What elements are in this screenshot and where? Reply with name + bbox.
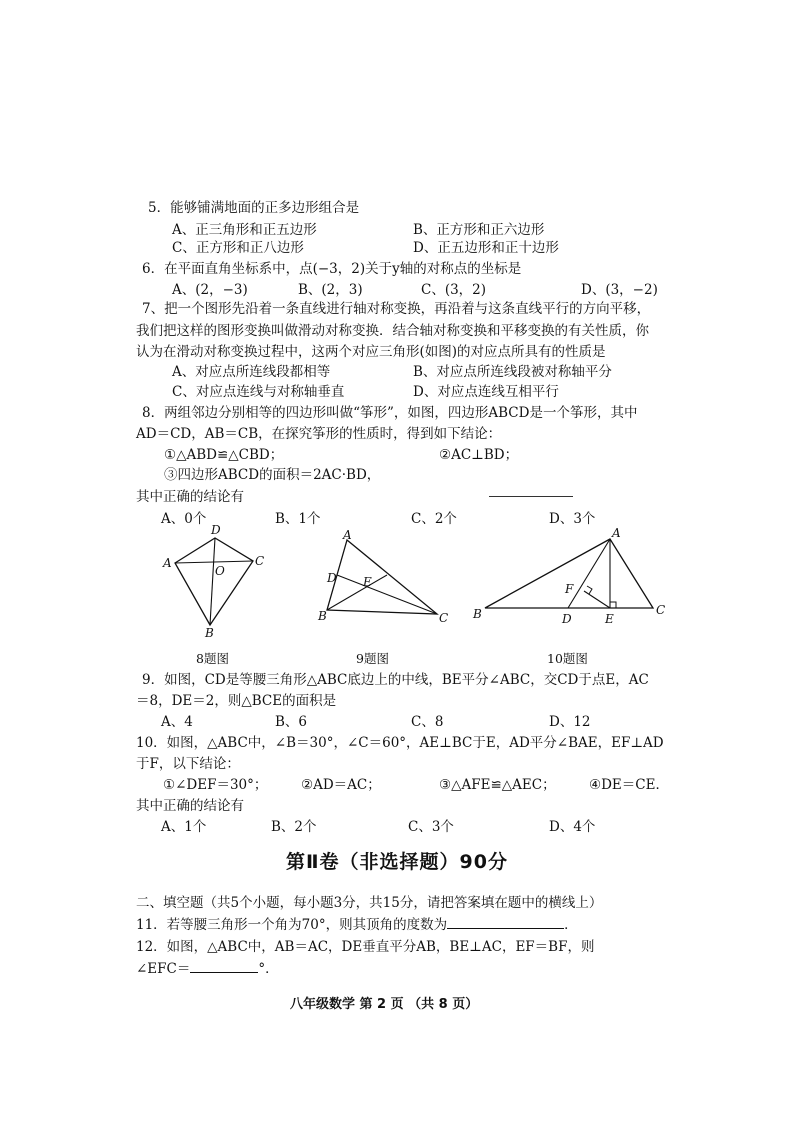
- q8-line1: 8．两组邻边分别相等的四边形叫做“筝形”，如图，四边形ABCD是一个筝形，其中: [142, 405, 638, 421]
- fig10-label-e: E: [605, 612, 614, 626]
- fig9-label-d: D: [327, 571, 337, 585]
- q5-option-a: A、正三角形和正五边形: [172, 222, 317, 238]
- q12-angle-label: ∠EFC＝: [136, 961, 191, 977]
- q8-conclusion-3: ③四边形ABCD的面积＝2AC·BD，: [164, 467, 381, 483]
- q7-option-c: C、对应点连线与对称轴垂直: [172, 384, 345, 400]
- section-2-title: 第Ⅱ卷（非选择题）90分: [286, 851, 508, 873]
- q9-option-b: B、6: [275, 714, 308, 730]
- q6-option-a: A、(2，−3): [172, 282, 248, 298]
- q5-option-b: B、正方形和正六边形: [413, 222, 545, 238]
- fig8-label-o: O: [215, 564, 225, 578]
- fig8-label-a: A: [163, 556, 172, 570]
- stray-line: [489, 496, 573, 497]
- q11-text: 11．若等腰三角形一个角为70°，则其顶角的度数为: [136, 917, 448, 933]
- fig10-label-b: B: [473, 607, 482, 621]
- q8-option-a: A、0个: [161, 511, 207, 527]
- q11: [136, 913, 578, 933]
- q10-line2: 于F，以下结论：: [136, 756, 240, 772]
- q10-line1: 10．如图，△ABC中，∠B＝30°，∠C＝60°，AE⊥BC于E，AD平分∠BAE，EF⊥AD: [136, 735, 664, 751]
- q10-conclusion-3: ③△AFE≌△AEC；: [439, 777, 556, 793]
- fig9-label-c: C: [439, 611, 449, 625]
- q7-line3: 认为在滑动对称变换过程中，这两个对应三角形(如图)的对应点所具有的性质是: [136, 344, 606, 360]
- fig10-label-c: C: [656, 603, 666, 617]
- figure-8-caption: 8题图: [196, 651, 229, 666]
- fig8-label-d: D: [211, 525, 221, 537]
- q10-conclusion-4: ④DE＝CE．: [589, 777, 669, 793]
- q5-option-d: D、正五边形和正十边形: [413, 240, 559, 256]
- q11-answer-blank[interactable]: [447, 916, 564, 929]
- figure-8-kite: [155, 525, 275, 647]
- fig8-label-c: C: [255, 554, 265, 568]
- fig10-label-f: F: [565, 582, 574, 596]
- q7-option-a: A、对应点所连线段都相等: [172, 364, 331, 380]
- q9-line2: ＝8，DE＝2，则△BCE的面积是: [136, 693, 337, 709]
- section-2-header: 二、填空题（共5个小题，每小题3分，共15分，请把答案填在题中的横线上）: [136, 895, 603, 911]
- figure-9-triangle: [315, 528, 460, 628]
- q10-option-b: B、2个: [271, 819, 317, 835]
- figure-10-caption: 10题图: [547, 651, 588, 666]
- q6-stem: 6．在平面直角坐标系中，点(−3，2)关于y轴的对称点的坐标是: [142, 261, 522, 277]
- q8-option-b: B、1个: [275, 511, 321, 527]
- q6-option-d: D、(3，−2): [581, 282, 658, 298]
- q12-line1: 12．如图，△ABC中，AB＝AC，DE垂直平分AB，BE⊥AC，EF＝BF，则: [136, 939, 595, 955]
- fig8-label-b: B: [205, 626, 214, 640]
- q8-conclusion-2: ②AC⊥BD；: [439, 447, 519, 463]
- q8-option-c: C、2个: [411, 511, 457, 527]
- page-footer: 八年级数学 第 2 页 （共 8 页）: [290, 997, 479, 1012]
- q8-option-d: D、3个: [549, 511, 596, 527]
- q9-option-a: A、4: [161, 714, 193, 730]
- q8-line2: AD＝CD，AB＝CB，在探究筝形的性质时，得到如下结论：: [136, 426, 502, 442]
- q10-conclusion-2: ②AD＝AC；: [301, 777, 381, 793]
- q5-option-c: C、正方形和正八边形: [172, 240, 304, 256]
- q5-stem: 5．能够铺满地面的正多边形组合是: [148, 200, 360, 216]
- q9-option-c: C、8: [411, 714, 444, 730]
- q9-option-d: D、12: [549, 714, 591, 730]
- fig10-label-a: A: [612, 526, 621, 540]
- fig9-label-e: E: [363, 575, 372, 589]
- q6-option-c: C、(3，2): [421, 282, 487, 298]
- q10-option-c: C、3个: [408, 819, 454, 835]
- q10-option-d: D、4个: [549, 819, 596, 835]
- q11-end: ．: [564, 917, 578, 933]
- q7-option-b: B、对应点所连线段被对称轴平分: [413, 364, 612, 380]
- figure-9-caption: 9题图: [356, 651, 389, 666]
- q12-line2: [136, 957, 279, 977]
- fig9-label-a: A: [343, 528, 352, 542]
- figure-10-triangle: [468, 525, 673, 627]
- q10-option-a: A、1个: [161, 819, 207, 835]
- q12-answer-blank[interactable]: [190, 960, 258, 973]
- q9-line1: 9．如图，CD是等腰三角形△ABC底边上的中线，BE平分∠ABC，交CD于点E，AC: [142, 672, 649, 688]
- fig10-label-d: D: [562, 612, 572, 626]
- q8-ask: 其中正确的结论有: [136, 489, 244, 505]
- q7-line2: 我们把这样的图形变换叫做滑动对称变换．结合轴对称变换和平移变换的有关性质，你: [136, 323, 649, 339]
- q7-line1: 7、把一个图形先沿着一条直线进行轴对称变换，再沿着与这条直线平行的方向平移，: [142, 301, 651, 317]
- q10-ask: 其中正确的结论有: [136, 798, 244, 814]
- q6-option-b: B、(2，3): [298, 282, 363, 298]
- q10-conclusion-1: ①∠DEF＝30°；: [163, 777, 268, 793]
- q12-end: °．: [258, 961, 279, 977]
- q7-option-d: D、对应点连线互相平行: [413, 384, 559, 400]
- q8-conclusion-1: ①△ABD≌△CBD；: [164, 447, 284, 463]
- fig9-label-b: B: [318, 609, 327, 623]
